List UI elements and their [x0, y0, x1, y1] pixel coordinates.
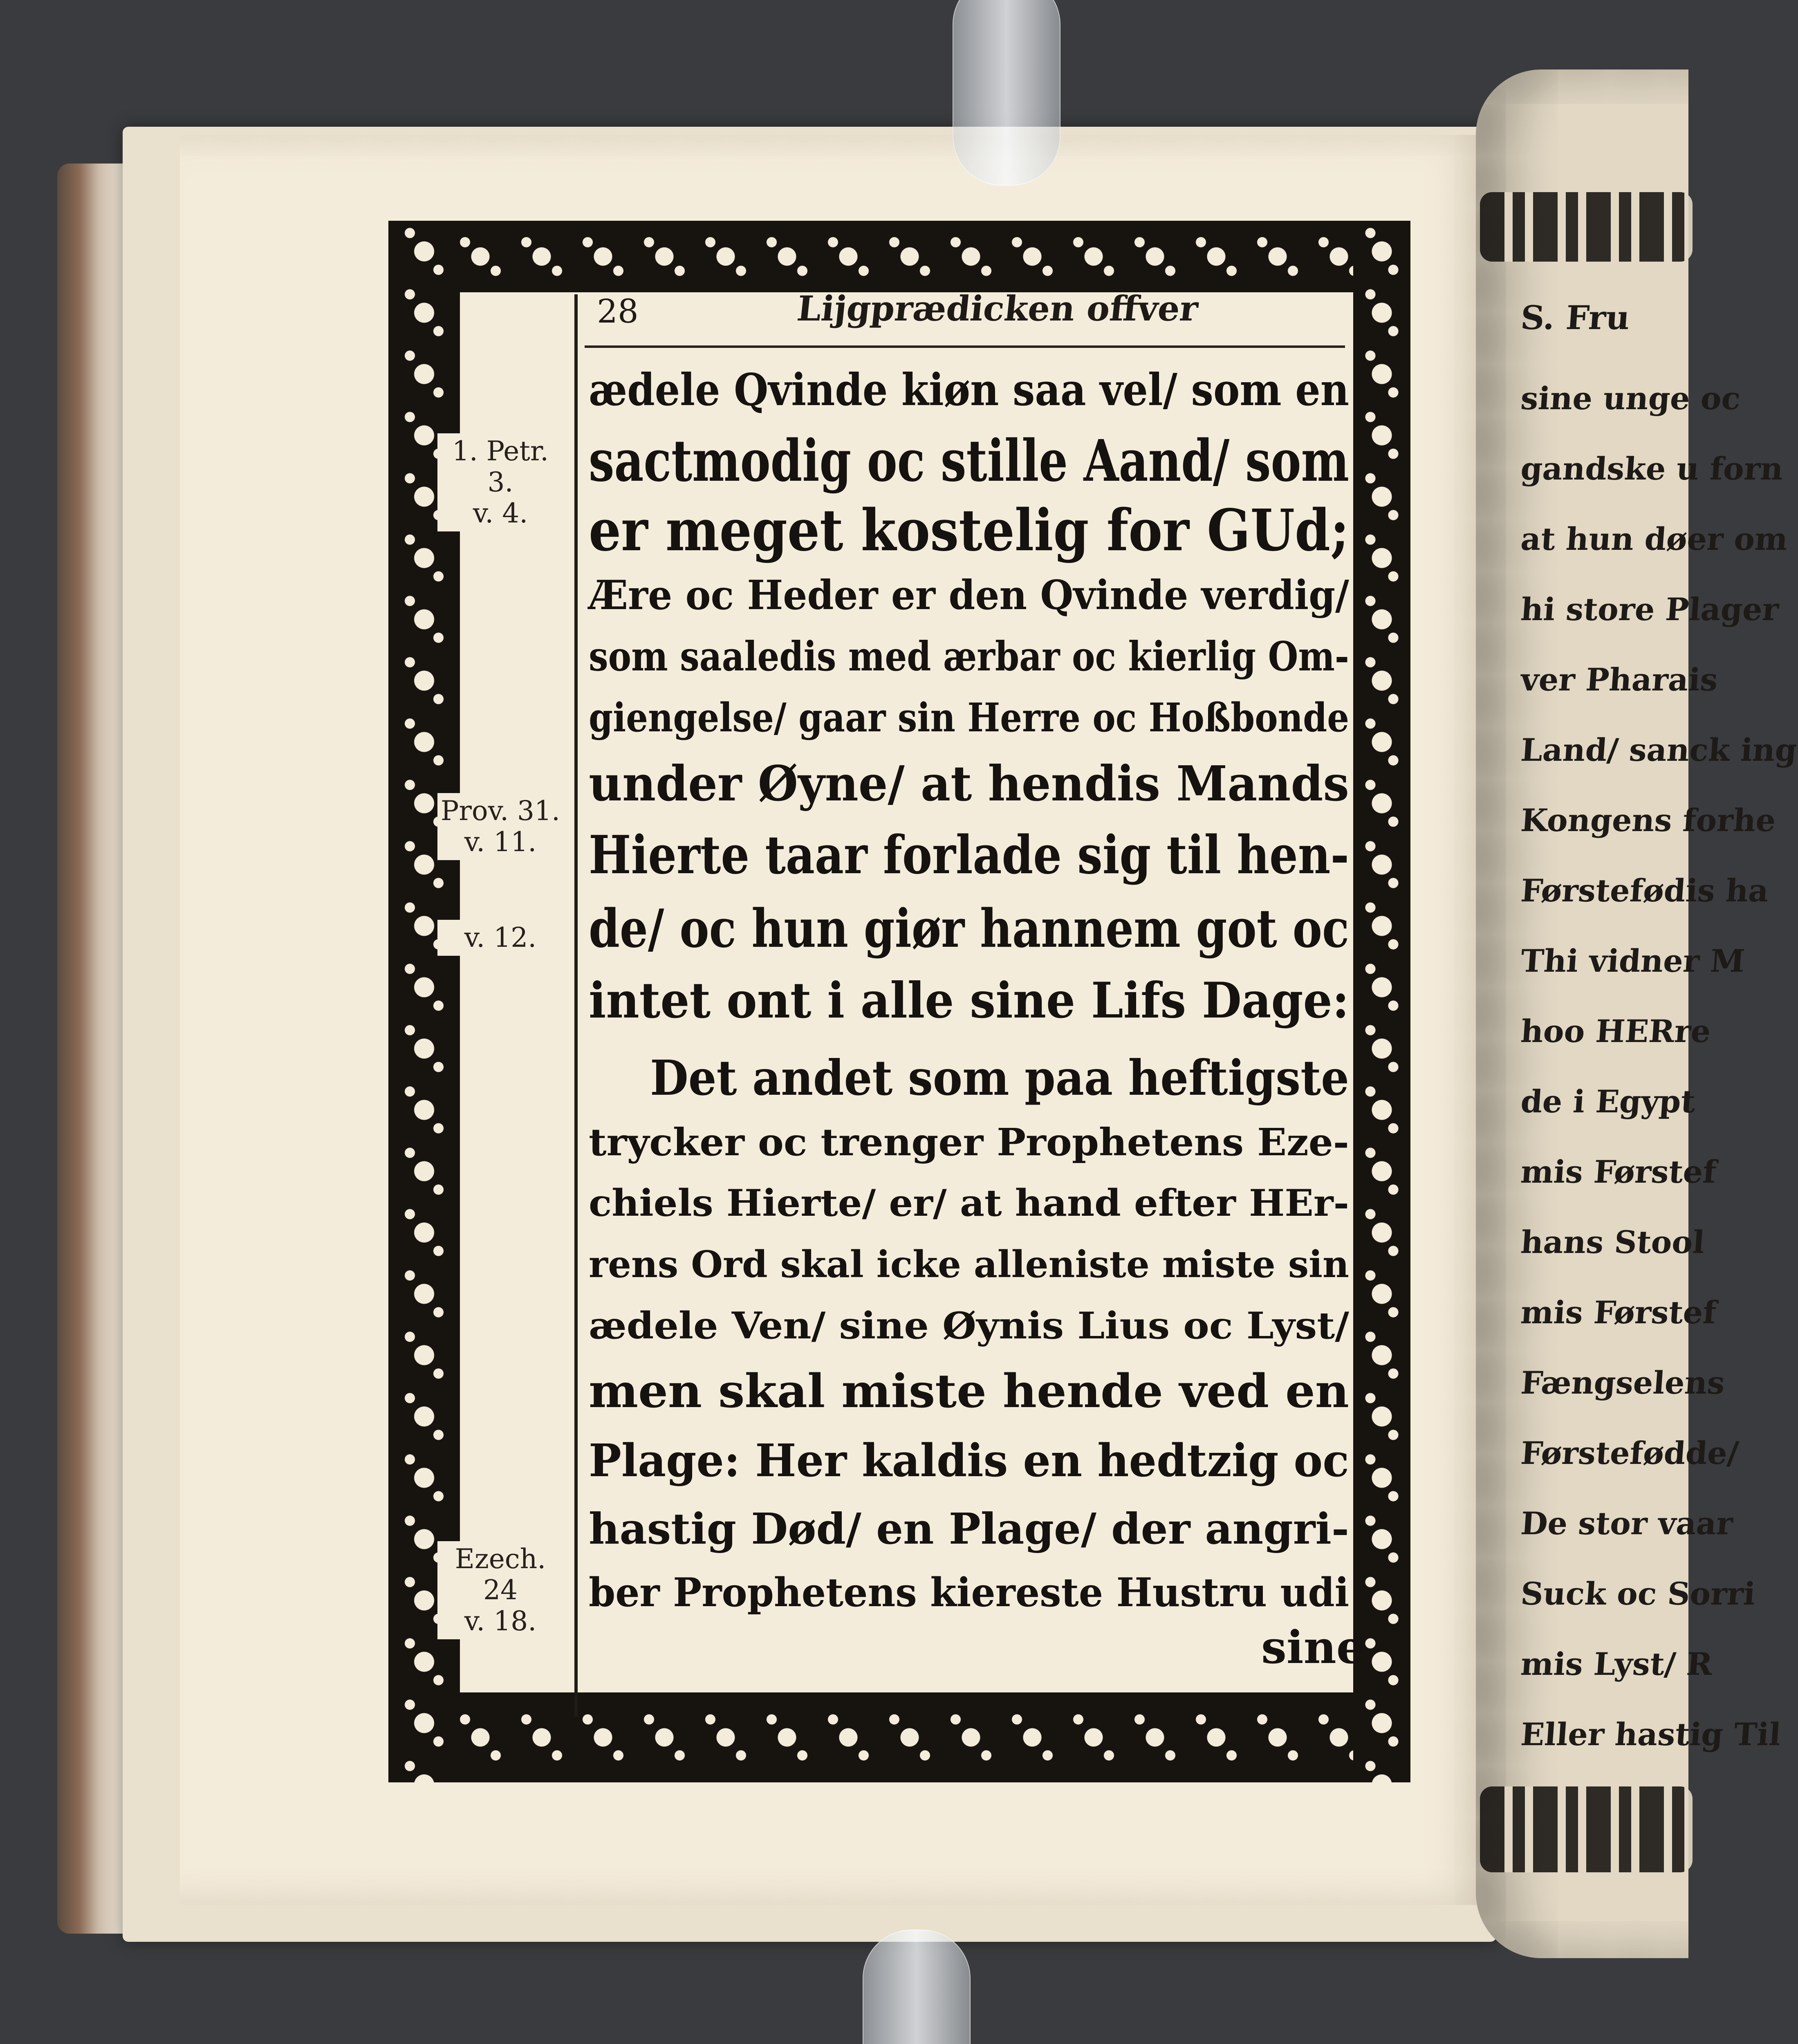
text-line: intet ont i alle sine Lifs Dage:	[589, 972, 1349, 1029]
margin-note-line: v. 12.	[464, 922, 537, 953]
facing-page	[1476, 69, 1798, 1958]
catchword: sine	[1261, 1621, 1365, 1674]
text-line: ædele Qvinde kiøn saa vel/ som en	[589, 364, 1349, 416]
facing-page-bottom-ornament	[1480, 1786, 1693, 1872]
text-line: ædele Ven/ sine Øynis Lius oc Lyst/	[589, 1304, 1349, 1347]
text-line: Plage: Her kaldis en hedtzig oc	[589, 1434, 1349, 1487]
frame-top-border	[388, 221, 1410, 292]
header-rule	[585, 345, 1345, 348]
text-line: under Øyne/ at hendis Mands	[589, 755, 1349, 812]
facing-text-line: Thi vidner M	[1519, 943, 1746, 979]
text-line: giengelse/ gaar sin Herre oc Hoßbonde	[589, 695, 1349, 741]
facing-text-line: sine unge oc	[1519, 380, 1742, 417]
margin-note-line: Ezech. 24	[455, 1543, 546, 1606]
frame-right-border	[1353, 221, 1410, 1782]
facing-text-line: de i Egypt	[1519, 1083, 1697, 1120]
margin-note-petr	[437, 433, 563, 531]
text-line: som saaledis med ærbar oc kierlig Om-	[589, 633, 1349, 680]
text-line: Ære oc Heder er den Qvinde verdig/	[589, 572, 1349, 619]
facing-text-line: Suck oc Sorri	[1519, 1576, 1757, 1612]
margin-note-line: v. 4.	[473, 497, 528, 529]
facing-text-line: at hun døer om	[1519, 521, 1789, 557]
facing-text-line: De stor vaar	[1519, 1505, 1734, 1542]
margin-note-line: v. 11.	[464, 826, 537, 858]
facing-text-line: Land/ sanck ing	[1519, 732, 1798, 768]
facing-text-line: hoo HERre	[1519, 1013, 1712, 1049]
facing-text-line: Førstefødis ha	[1519, 872, 1770, 909]
facing-text-line: hi store Plager	[1519, 591, 1780, 628]
text-line: chiels Hierte/ er/ at hand efter HEr-	[589, 1181, 1349, 1225]
text-line: de/ oc hun giør hannem got oc	[589, 898, 1349, 959]
text-line: rens Ord skal icke alleniste miste sin	[589, 1243, 1349, 1286]
body-text	[589, 360, 1353, 1634]
text-line: sactmodig oc stille Aand/ som	[589, 428, 1349, 495]
text-line: Det andet som paa heftigste	[650, 1049, 1349, 1106]
facing-page-text	[1504, 69, 1798, 1958]
facing-text-line: mis Lyst/ R	[1519, 1646, 1714, 1682]
frame-bottom-border	[388, 1692, 1410, 1782]
margin-note-line: Prov. 31.	[440, 795, 560, 827]
facing-text-line: hans Stool	[1519, 1224, 1706, 1260]
facing-text-line: mis Førstef	[1519, 1294, 1718, 1331]
running-head: Lijgprædicken offver	[795, 288, 1200, 329]
text-line: trycker oc trenger Prophetens Eze-	[589, 1120, 1349, 1164]
margin-note-line: 1. Petr. 3.	[452, 435, 549, 498]
facing-text-line: Eller hastig Til	[1519, 1716, 1782, 1753]
facing-text-line: Kongens forhe	[1519, 802, 1777, 838]
text-line: ber Prophetens kiereste Hustru udi	[589, 1569, 1349, 1616]
facing-text-line: mis Førstef	[1519, 1154, 1718, 1190]
margin-note-v12	[437, 920, 563, 956]
book-spine-edge	[57, 164, 131, 1934]
page-number: 28	[597, 292, 639, 330]
page-clip-top	[953, 0, 1060, 186]
page-clip-bottom	[863, 1930, 971, 2044]
facing-running-head: S. Fru	[1519, 298, 1631, 337]
margin-note-prov	[437, 793, 563, 860]
text-line: Hierte taar forlade sig til hen-	[589, 825, 1349, 886]
text-line: er meget kostelig for GUd;	[589, 497, 1349, 564]
text-line: hastig Død/ en Plage/ der angri-	[589, 1504, 1349, 1554]
facing-text-line: Førstefødde/	[1519, 1435, 1740, 1471]
facing-text-line: gandske u forn	[1519, 450, 1785, 487]
margin-note-line: v. 18.	[464, 1605, 537, 1637]
facing-text-line: ver Pharais	[1519, 661, 1719, 698]
facing-text-line: Fængselens	[1519, 1365, 1726, 1401]
text-line: men skal miste hende ved en	[589, 1365, 1349, 1418]
margin-rule	[574, 294, 578, 1717]
margin-note-ezech	[437, 1541, 563, 1639]
